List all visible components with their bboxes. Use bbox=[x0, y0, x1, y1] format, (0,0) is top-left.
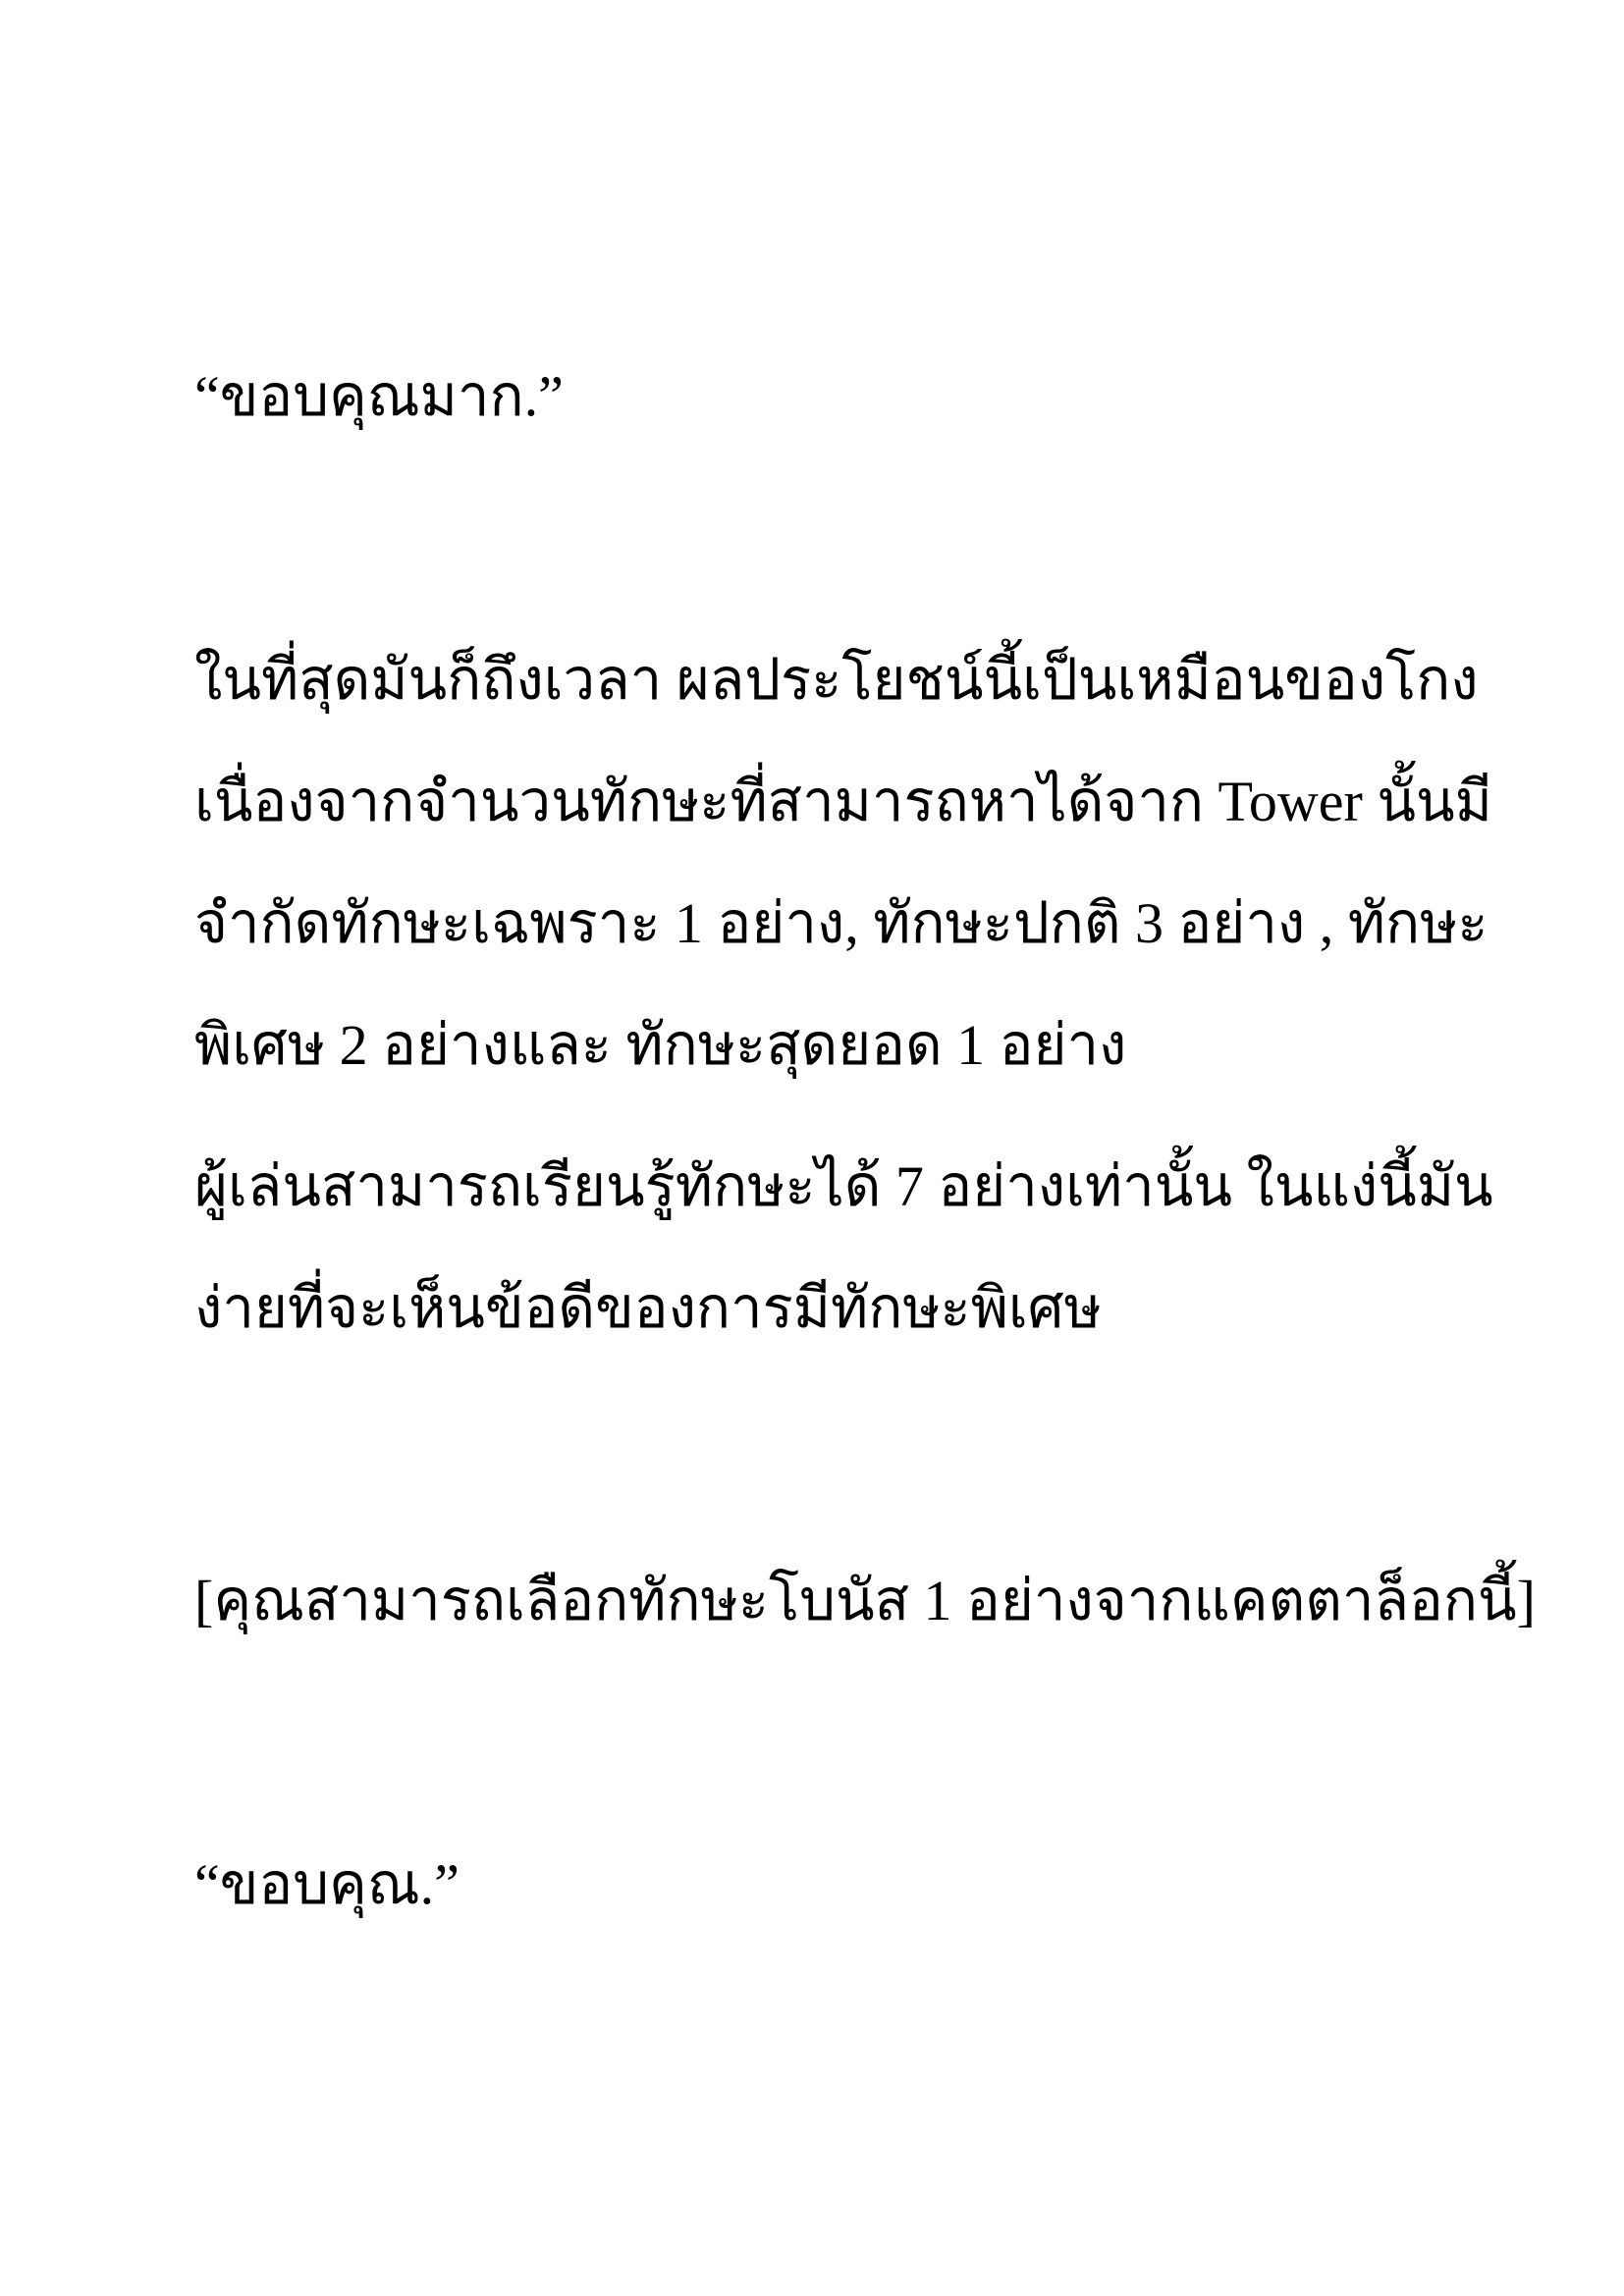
paragraph-1-line-1: ในที่สุดมันก็ถึงเวลา ผลประโยชน์นี้เป็นเหมือนของโกง bbox=[194, 648, 1479, 712]
dialogue-thank-you: “ขอบคุณ.” bbox=[194, 1852, 460, 1916]
paragraph-2-line-2: ง่ายที่จะเห็นข้อดีของการมีทักษะพิเศษ bbox=[194, 1276, 1102, 1340]
paragraph-2-line-1: ผู้เล่นสามารถเรียนรู้ทักษะได้ 7 อย่างเท่านั้น ในแง่นี้มัน bbox=[194, 1154, 1493, 1218]
system-message: [คุณสามารถเลือกทักษะโบนัส 1 อย่างจากแคตตาล็อกนี้] bbox=[194, 1569, 1536, 1632]
paragraph-1-line-2: เนื่องจากจำนวนทักษะที่สามารถหาได้จาก Tower นั้นมี bbox=[194, 770, 1492, 833]
paragraph-1-line-4: พิเศษ 2 อย่างและ ทักษะสุดยอด 1 อย่าง bbox=[194, 1013, 1127, 1077]
dialogue-thank-you-very-much: “ขอบคุณมาก.” bbox=[194, 364, 564, 428]
paragraph-1-line-3: จำกัดทักษะเฉพราะ 1 อย่าง, ทักษะปกติ 3 อย่าง , ทักษะ bbox=[194, 891, 1489, 955]
